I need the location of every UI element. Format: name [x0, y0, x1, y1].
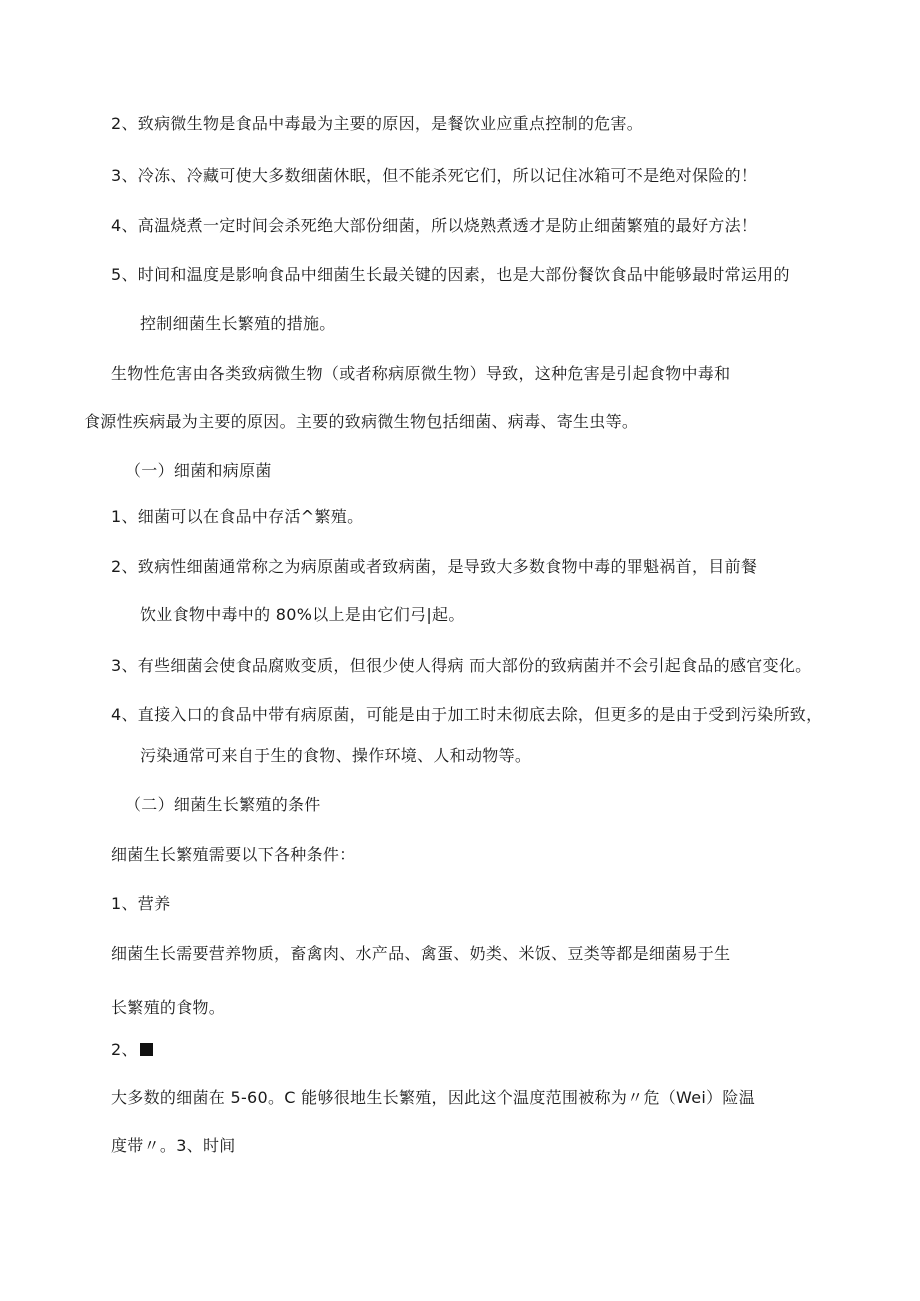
paragraph-line: 5、时间和温度是影响食品中细菌生长最关键的因素，也是大部份餐饮食品中能够最时常运用的: [111, 265, 790, 284]
paragraph-line: 4、直接入口的食品中带有病原菌，可能是由于加工时未彻底去除，但更多的是由于受到污染所致，: [111, 705, 823, 724]
paragraph-line: 3、冷冻、冷藏可使大多数细菌休眠，但不能杀死它们，所以记住冰箱可不是绝对保险的！: [111, 166, 758, 185]
paragraph-line: 2、致病性细菌通常称之为病原菌或者致病菌，是导致大多数食物中毒的罪魁祸首，目前餐: [111, 557, 758, 576]
paragraph-line: 1、营养: [111, 894, 171, 913]
paragraph-line: 污染通常可来自于生的食物、操作环境、人和动物等。: [140, 746, 532, 765]
paragraph-line: 度带〃。3、时间: [111, 1136, 236, 1155]
paragraph-line: 细菌生长需要营养物质，畜禽肉、水产品、禽蛋、奶类、米饭、豆类等都是细菌易于生: [111, 944, 731, 963]
item-number: 2、: [111, 1040, 138, 1059]
paragraph-line: 3、有些细菌会使食品腐败变质，但很少使人得病 而大部份的致病菌并不会引起食品的感官变化。: [111, 656, 812, 675]
paragraph-line: 长繁殖的食物。: [111, 998, 226, 1017]
paragraph-line: 大多数的细菌在 5-60。C 能够很地生长繁殖，因此这个温度范围被称为〃危（Wei）险温: [111, 1088, 756, 1107]
paragraph-line: 生物性危害由各类致病微生物（或者称病原微生物）导致，这种危害是引起食物中毒和: [111, 364, 731, 383]
paragraph-line: 饮业食物中毒中的 80%以上是由它们弓|起。: [140, 605, 465, 624]
paragraph-line: 1、细菌可以在食品中存活^繁殖。: [111, 507, 364, 526]
numbered-item-2: [111, 1040, 153, 1060]
section-heading: （一）细菌和病原菌: [125, 461, 272, 480]
paragraph-line: 控制细菌生长繁殖的措施。: [140, 314, 336, 333]
paragraph-line: 食源性疾病最为主要的原因。主要的致病微生物包括细菌、病毒、寄生虫等。: [84, 412, 639, 431]
paragraph-line: 细菌生长繁殖需要以下各种条件：: [111, 845, 356, 864]
section-heading: （二）细菌生长繁殖的条件: [125, 795, 321, 814]
paragraph-line: 4、高温烧煮一定时间会杀死绝大部份细菌，所以烧熟煮透才是防止细菌繁殖的最好方法！: [111, 216, 758, 235]
paragraph-line: 2、致病微生物是食品中毒最为主要的原因，是餐饮业应重点控制的危害。: [111, 114, 644, 133]
black-square-icon: [140, 1043, 153, 1056]
